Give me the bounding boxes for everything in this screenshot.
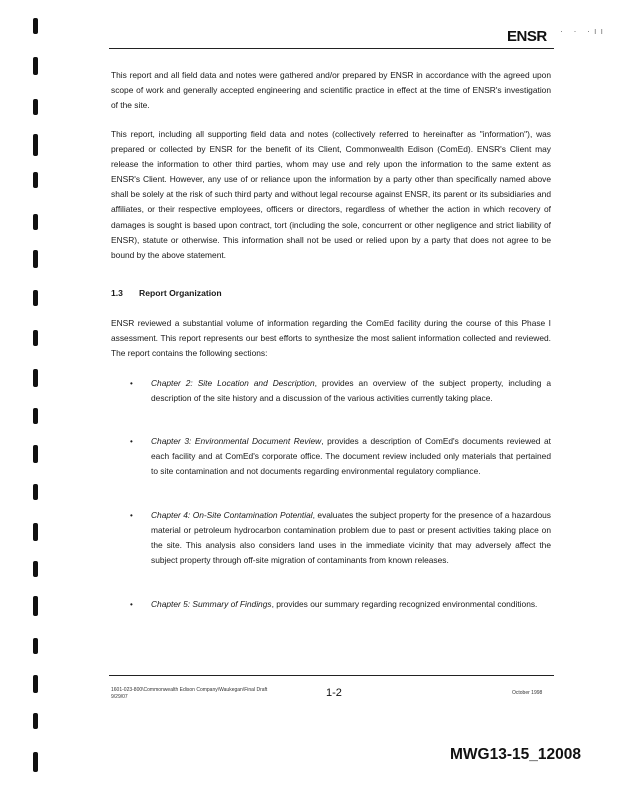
- bullet-icon: •: [130, 379, 133, 388]
- bates-number: MWG13-15_12008: [450, 746, 581, 763]
- binder-hole-marks: [30, 0, 50, 800]
- chapter-title: Chapter 2: Site Location and Description: [151, 378, 315, 388]
- chapter-title: Chapter 3: Environmental Document Review: [151, 436, 322, 446]
- body-text: [111, 68, 551, 260]
- bullet-icon: •: [130, 511, 133, 520]
- section-number: 1.3: [111, 288, 123, 298]
- section-title: Report Organization: [139, 288, 222, 298]
- chapter-description: , provides our summary regarding recognized environmental conditions.: [271, 599, 538, 609]
- paragraph-report-organization: ENSR reviewed a substantial volume of information regarding the ComEd facility during the course of this Phase I assessment. This report represents our best efforts to synthesize the most salient information collected and reviewed. The report contains the following sections:: [111, 318, 551, 359]
- header-rule: [109, 48, 554, 49]
- bullet-icon: •: [130, 600, 133, 609]
- chapter-description: , provides a description of ComEd's documents reviewed at each facility and at ComEd's corporate office. The document review included only materials that pertained to site contamination and not documents regarding environmental regulatory compliance.: [151, 436, 551, 477]
- chapter-title: Chapter 5: Summary of Findings: [151, 599, 272, 609]
- chapter-description: , evaluates the subject property for the presence of a hazardous material or petroleum hydrocarbon contamination problem due to past or present activities taking place on the site. This analysis also considers land uses in the immediate vicinity that may adversely affect the subject property through off-site migration of contaminants from known releases.: [151, 510, 551, 566]
- footer-file-path: [111, 687, 267, 701]
- scan-specks: · · ·ıı: [560, 26, 607, 36]
- chapter-description: , provides an overview of the subject property, including a description of the site history and a discussion of the various activities currently taking place.: [151, 378, 552, 404]
- bullet-icon: •: [130, 437, 133, 446]
- paragraph-disclaimer-reliance: This report, including all supporting field data and notes (collectively referred to hereinafter as "information"), was prepared or collected by ENSR for the benefit of its Client, Commonwealth Edison (ComEd). ENSR's Client may release the information to other third parties, whom may use and rely upon the information to the same extent as ENSR's Client. However, any use of or reliance upon the information by a party other than specifically named above shall be solely at the risk of such third party and without legal recourse against ENSR, its parent or its subsidiaries and affiliates, or their respective employees, officers or directors, regardless of whether the action in which recovery of damages is sought is based upon contract, tort (including the sole, concurrent or other negligence and strict liability of ENSR), statute or otherwise. This information shall not be used or relied upon by a party that does not agree to be bound by the above statement.: [111, 129, 551, 260]
- footer-rule: [109, 675, 554, 676]
- footer-path-line: 1601-023-800\Commonwealth Edison Company\Waukegan\Final Draft: [111, 687, 268, 693]
- ensr-logo: ENSR: [507, 28, 547, 45]
- footer-date: October 1998: [512, 690, 543, 696]
- footer-path-date: 9/29/07: [111, 694, 128, 700]
- page-number: 1-2: [326, 687, 342, 699]
- paragraph-disclaimer-scope: This report and all field data and notes were gathered and/or prepared by ENSR in accordance with the agreed upon scope of work and generally accepted engineering and scientific practice in effect at the time of ENSR's investigation of the site.: [111, 70, 551, 111]
- section-heading: [111, 288, 222, 298]
- chapter-title: Chapter 4: On-Site Contamination Potential: [151, 510, 313, 520]
